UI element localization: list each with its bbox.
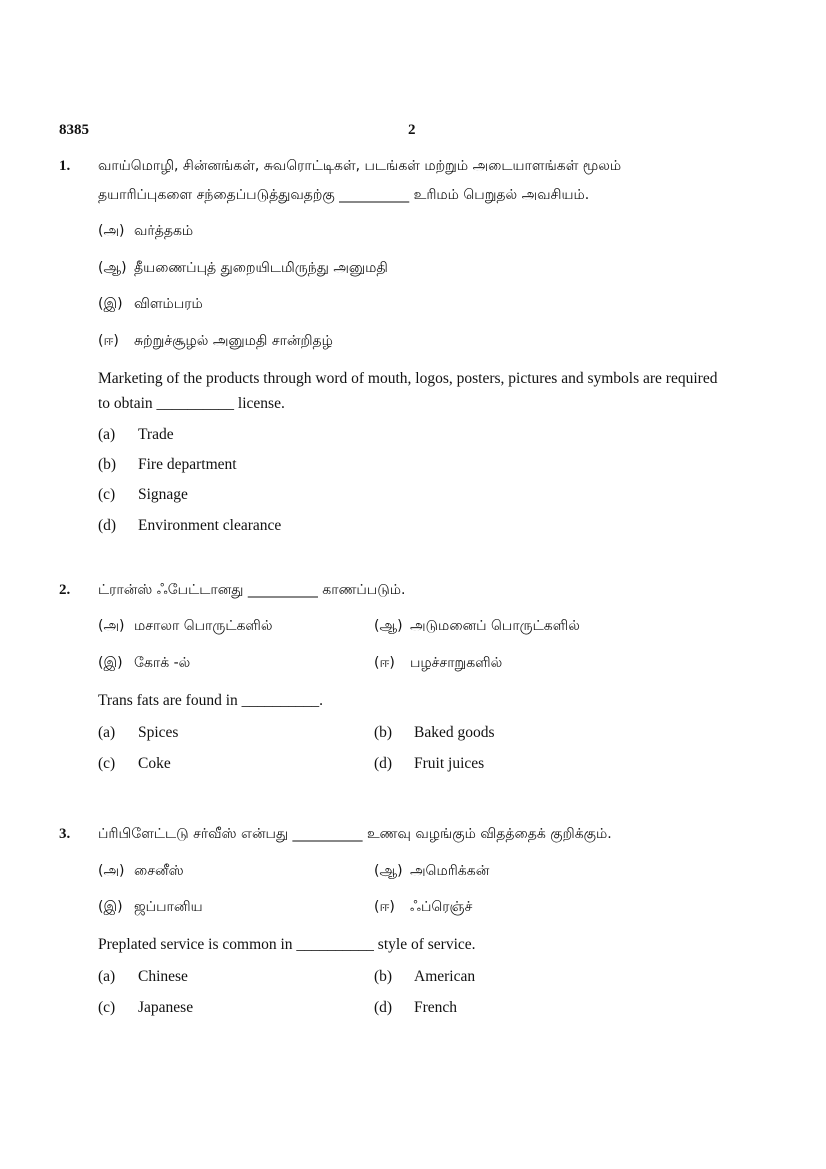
option-label: (b) bbox=[374, 724, 393, 741]
option-label: (ஆ) bbox=[374, 618, 403, 634]
option-text: Fire department bbox=[138, 456, 237, 473]
question-number: 3. bbox=[59, 826, 71, 842]
option-text: அமெரிக்கன் bbox=[410, 863, 490, 879]
question-tamil-line: ட்ரான்ஸ் ஃபேட்டானது __________ காணப்படும். bbox=[98, 582, 406, 598]
option-label: (இ) bbox=[98, 899, 123, 915]
option-label: (ஈ) bbox=[98, 333, 119, 349]
english-option bbox=[98, 517, 281, 535]
tamil-option bbox=[374, 618, 580, 636]
option-text: Japanese bbox=[138, 999, 194, 1016]
english-option bbox=[98, 999, 193, 1017]
option-label: (ஈ) bbox=[374, 899, 395, 915]
option-label: (d) bbox=[374, 755, 393, 772]
question-english-line: Preplated service is common in __________ style of service. bbox=[98, 936, 476, 953]
question-english-line: to obtain __________ license. bbox=[98, 395, 285, 412]
english-option bbox=[98, 968, 188, 986]
option-text: Fruit juices bbox=[414, 755, 485, 772]
option-label: (அ) bbox=[98, 618, 125, 634]
option-label: (இ) bbox=[98, 655, 123, 671]
option-text: விளம்பரம் bbox=[134, 296, 203, 312]
option-text: Environment clearance bbox=[138, 517, 282, 534]
question-tamil-line: ப்ரிபிளேட்டடு சர்வீஸ் என்பது __________ உணவு வழங்கும் விதத்தைக் குறிக்கும். bbox=[98, 826, 612, 842]
tamil-option bbox=[98, 899, 203, 917]
exam-code: 8385 bbox=[59, 122, 89, 138]
english-option bbox=[374, 755, 484, 773]
tamil-option bbox=[98, 260, 388, 278]
option-label: (a) bbox=[98, 426, 116, 443]
option-text: Coke bbox=[138, 755, 171, 772]
tamil-option bbox=[98, 863, 184, 881]
tamil-option bbox=[98, 223, 193, 241]
option-label: (b) bbox=[374, 968, 393, 985]
option-label: (a) bbox=[98, 968, 116, 985]
option-label: (அ) bbox=[98, 223, 125, 239]
option-label: (b) bbox=[98, 456, 117, 473]
tamil-option bbox=[98, 618, 273, 636]
option-label: (a) bbox=[98, 724, 116, 741]
option-text: Chinese bbox=[138, 968, 188, 985]
option-label: (ஆ) bbox=[374, 863, 403, 879]
option-label: (ஈ) bbox=[374, 655, 395, 671]
option-text: Trade bbox=[138, 426, 174, 443]
option-text: American bbox=[414, 968, 476, 985]
english-option bbox=[98, 426, 174, 444]
option-text: சுற்றுச்சூழல் அனுமதி சான்றிதழ் bbox=[134, 333, 333, 349]
english-option bbox=[374, 968, 475, 986]
option-text: கோக் -ல் bbox=[134, 655, 191, 671]
english-option bbox=[98, 755, 171, 773]
option-text: சைனீஸ் bbox=[134, 863, 184, 879]
option-text: Baked goods bbox=[414, 724, 495, 741]
english-option bbox=[98, 486, 188, 504]
option-text: தீயணைப்புத் துறையிடமிருந்து அனுமதி bbox=[134, 260, 388, 276]
option-label: (c) bbox=[98, 486, 116, 503]
option-text: மசாலா பொருட்களில் bbox=[134, 618, 273, 634]
page-number: 2 bbox=[408, 122, 416, 138]
tamil-option bbox=[374, 863, 489, 881]
question-number: 2. bbox=[59, 582, 71, 598]
tamil-option bbox=[374, 655, 502, 673]
option-label: (c) bbox=[98, 999, 116, 1016]
option-label: (c) bbox=[98, 755, 116, 772]
option-label: (d) bbox=[374, 999, 393, 1016]
question-tamil-line: தயாரிப்புகளை சந்தைப்படுத்துவதற்கு __________ உரிமம் பெறுதல் அவசியம். bbox=[98, 187, 590, 203]
option-text: வர்த்தகம் bbox=[134, 223, 194, 239]
tamil-option bbox=[374, 899, 472, 917]
english-option bbox=[98, 456, 237, 474]
option-text: ஜப்பானிய bbox=[134, 899, 203, 915]
english-option bbox=[374, 724, 495, 742]
option-text: Spices bbox=[138, 724, 179, 741]
question-english-line: Trans fats are found in __________. bbox=[98, 692, 324, 709]
option-text: French bbox=[414, 999, 458, 1016]
question-number: 1. bbox=[59, 158, 71, 174]
tamil-option bbox=[98, 296, 203, 314]
option-label: (அ) bbox=[98, 863, 125, 879]
option-label: (ஆ) bbox=[98, 260, 127, 276]
english-option bbox=[374, 999, 457, 1017]
option-text: ஃப்ரெஞ்ச் bbox=[410, 899, 473, 915]
english-option bbox=[98, 724, 178, 742]
tamil-option bbox=[98, 655, 190, 673]
question-tamil-line: வாய்மொழி, சின்னங்கள், சுவரொட்டிகள், படங்கள் மற்றும் அடையாளங்கள் மூலம் bbox=[98, 158, 622, 174]
option-text: பழச்சாறுகளில் bbox=[410, 655, 503, 671]
option-text: Signage bbox=[138, 486, 188, 503]
question-english-line: Marketing of the products through word of mouth, logos, posters, pictures and symbols are required bbox=[98, 370, 718, 387]
option-text: அடுமனைப் பொருட்களில் bbox=[410, 618, 580, 634]
tamil-option bbox=[98, 333, 333, 351]
option-label: (d) bbox=[98, 517, 117, 534]
option-label: (இ) bbox=[98, 296, 123, 312]
